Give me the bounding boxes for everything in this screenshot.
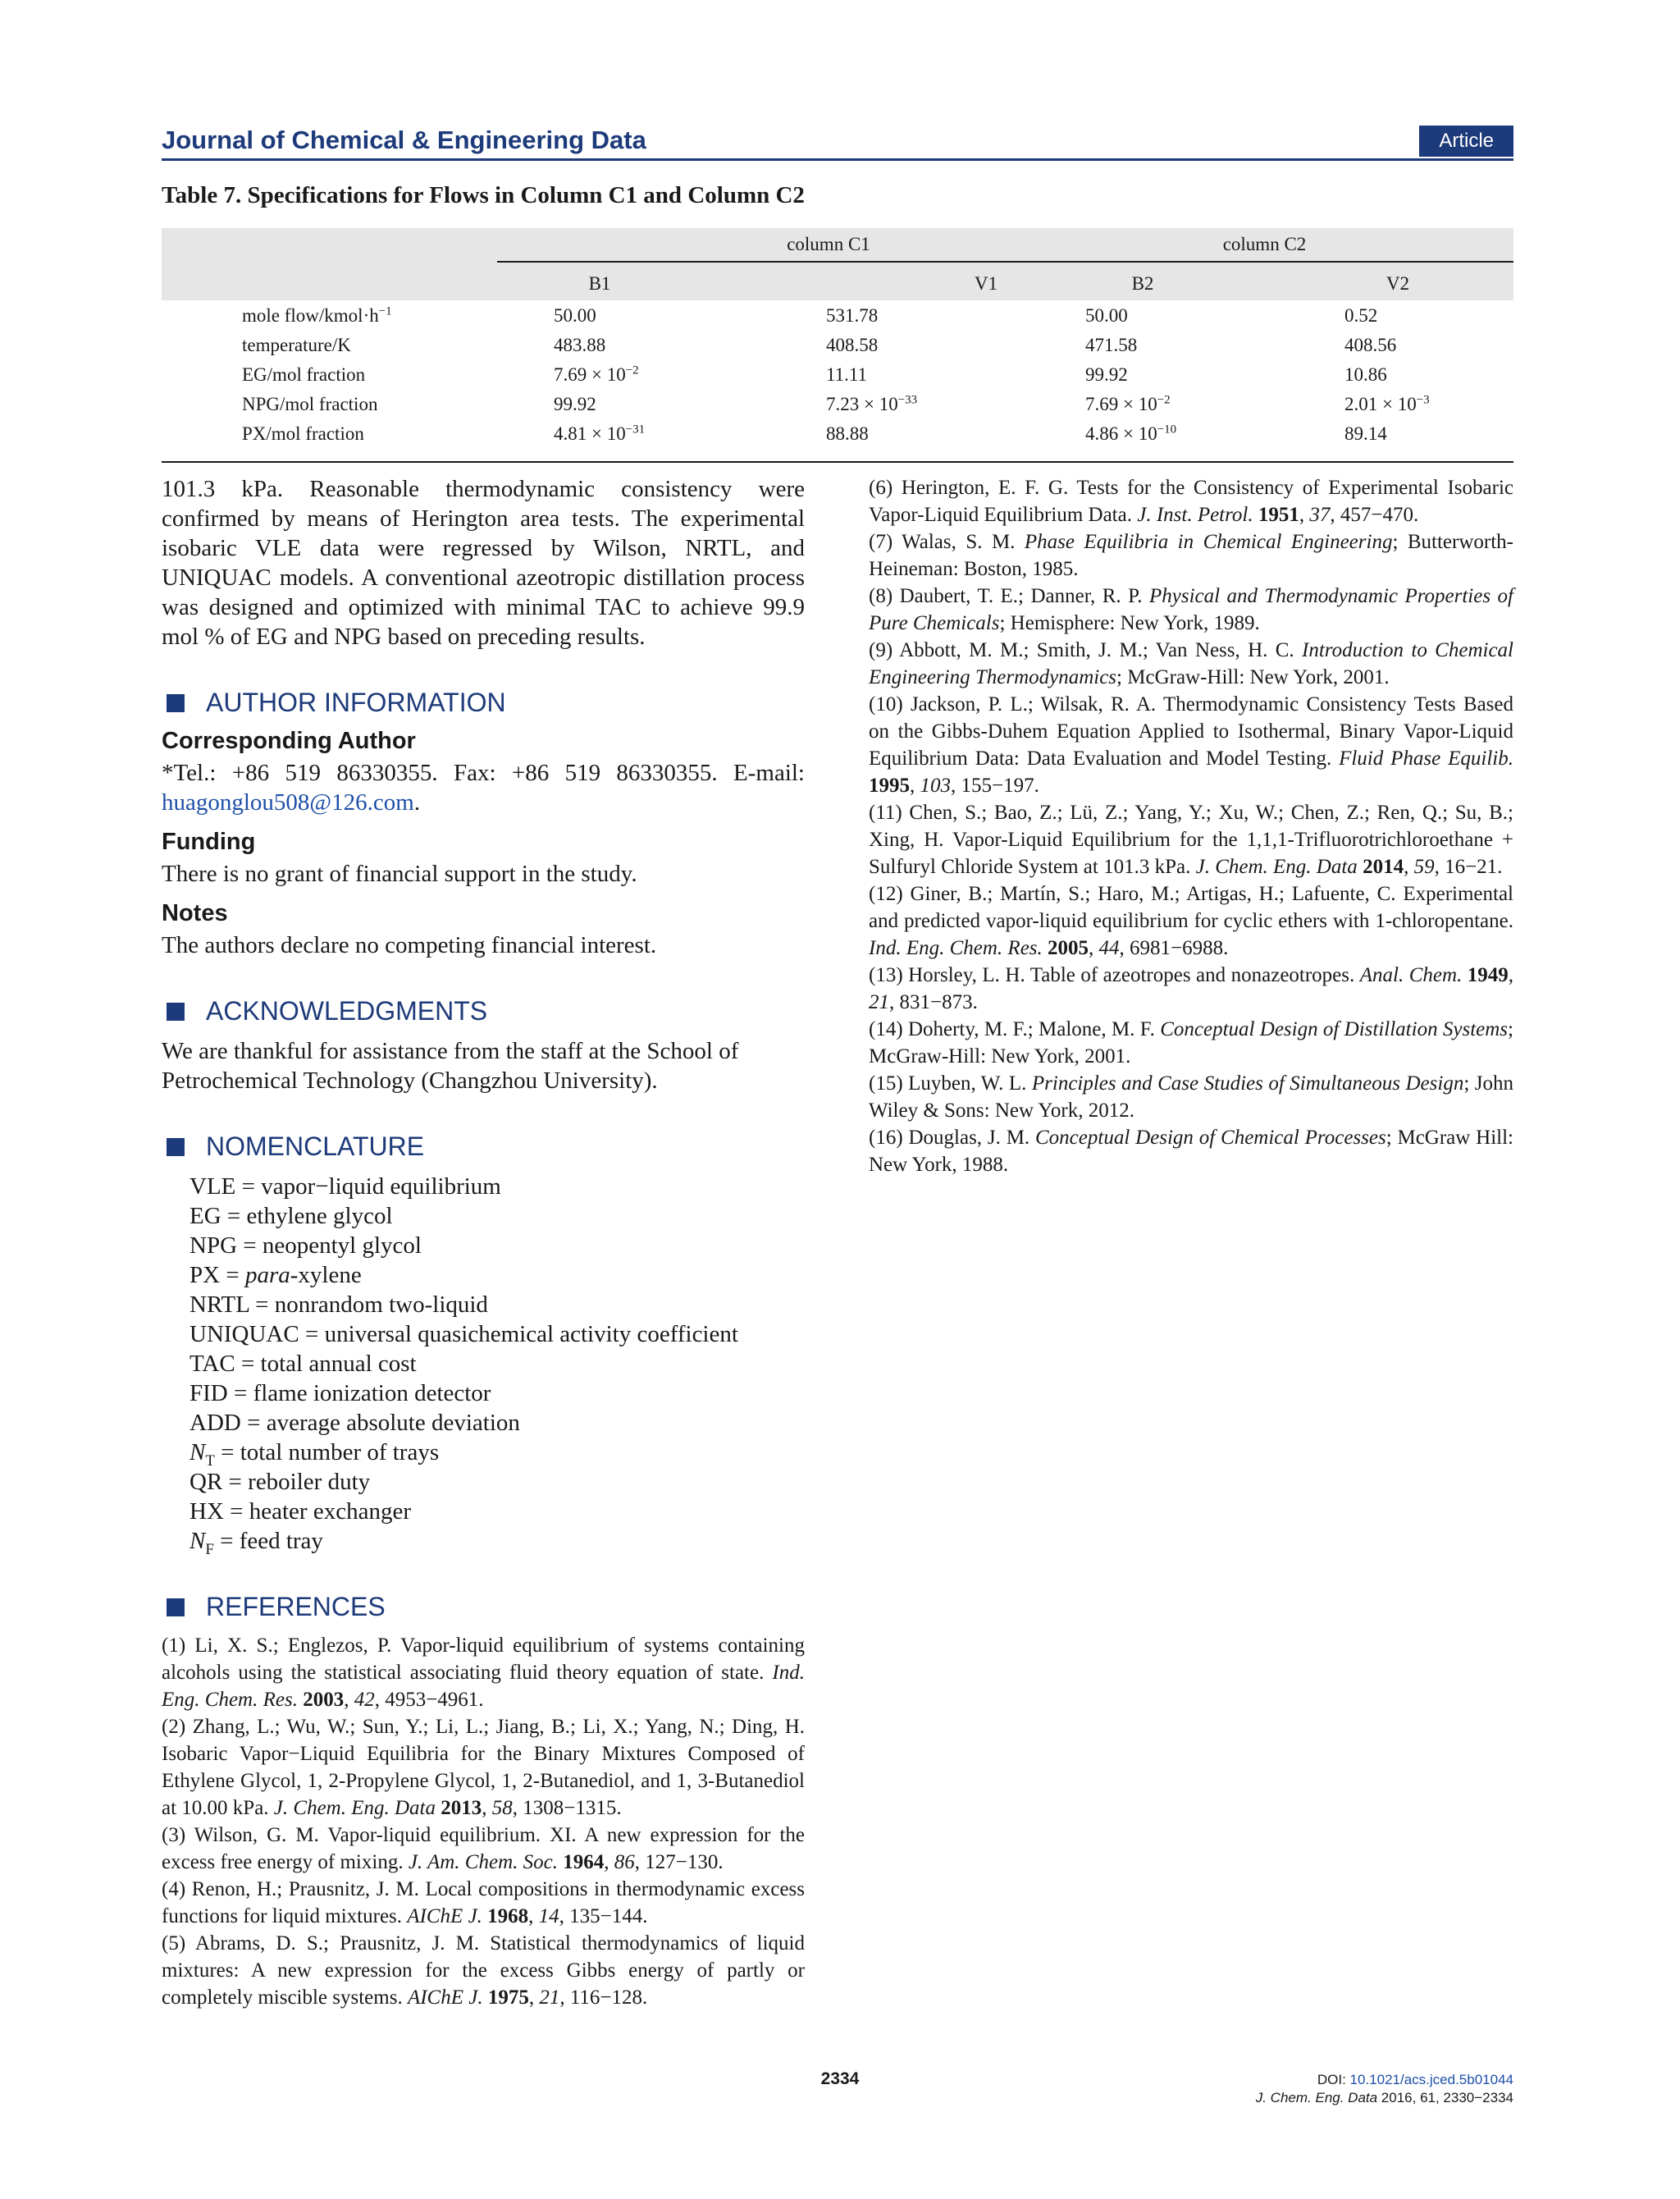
acknowledgments-heading-text: ACKNOWLEDGMENTS bbox=[206, 996, 488, 1026]
cell-text: 471.58 bbox=[1085, 335, 1138, 355]
reference-text: (9) Abbott, M. M.; Smith, J. M.; Van Ness, H. C. bbox=[869, 639, 1302, 661]
reference-text: (1) Li, X. S.; Englezos, P. Vapor-liquid equilibrium of systems containing alcohols using the statistical associating fluid theory equation of state. bbox=[162, 1634, 805, 1684]
reference-journal: Fluid Phase Equilib. bbox=[1339, 747, 1513, 770]
col-header-b1: B1 bbox=[588, 273, 611, 294]
reference-pages: , 16−21. bbox=[1434, 856, 1503, 878]
left-column bbox=[162, 474, 805, 2011]
table-cell bbox=[554, 364, 639, 386]
funding-text: There is no grant of financial support in the study. bbox=[162, 861, 637, 887]
cell-text: 88.88 bbox=[826, 423, 869, 444]
table-cell bbox=[1085, 305, 1128, 327]
reference-text: (4) Renon, H.; Prausnitz, J. M. Local compositions in thermodynamic excess functions for liquid mixtures. bbox=[162, 1878, 805, 1927]
reference-text: (2) Zhang, L.; Wu, W.; Sun, Y.; Li, L.; Jiang, B.; Li, X.; Yang, N.; Ding, H. Isobaric Vapor−Liquid Equilibria for the Binary Mixtures Composed of Ethylene Glycol, 1, 2-Propylene Glycol, 1, 2-Butanediol, and 1, 3-Butanediol at 10.00 kPa. bbox=[162, 1716, 805, 1819]
nom-symbol: ADD bbox=[189, 1410, 241, 1436]
section-square-icon bbox=[167, 694, 185, 712]
cell-exponent: −31 bbox=[625, 423, 646, 437]
email-link[interactable]: huagonglou508@126.com bbox=[162, 789, 414, 816]
reference-item bbox=[869, 1124, 1513, 1178]
reference-text: (16) Douglas, J. M. bbox=[869, 1127, 1035, 1149]
reference-item bbox=[869, 583, 1513, 637]
reference-item bbox=[869, 528, 1513, 583]
reference-text: (6) Herington, E. F. G. Tests for the Consistency of Experimental Isobaric Vapor-Liquid Equilibrium Data. bbox=[869, 477, 1513, 526]
column-group-c2: column C2 bbox=[1016, 228, 1513, 263]
nom-definition: ethylene glycol bbox=[246, 1203, 393, 1229]
cell-text: EG/mol fraction bbox=[242, 364, 366, 385]
reference-pages: , 6981−6988. bbox=[1119, 937, 1229, 959]
reference-journal: AIChE J. bbox=[407, 1986, 483, 2009]
reference-volume: 44 bbox=[1098, 937, 1120, 959]
cell-text: 4.86 × 10 bbox=[1085, 423, 1157, 444]
table-header bbox=[162, 228, 1513, 300]
author-info-heading-text: AUTHOR INFORMATION bbox=[206, 688, 506, 717]
cell-text: 99.92 bbox=[554, 394, 596, 414]
reference-journal: J. Inst. Petrol. bbox=[1137, 504, 1253, 526]
table-cell bbox=[554, 423, 645, 445]
contact-text: *Tel.: +86 519 86330355. Fax: +86 519 86330355. E-mail: bbox=[162, 760, 805, 786]
table-cell bbox=[554, 394, 596, 415]
nom-definition: total annual cost bbox=[260, 1351, 417, 1377]
nom-definition: vapor−liquid equilibrium bbox=[261, 1173, 501, 1200]
nomenclature-heading bbox=[162, 1132, 805, 1162]
cell-text: 99.92 bbox=[1085, 364, 1128, 385]
reference-volume: 14 bbox=[538, 1905, 559, 1927]
cell-text: 7.69 × 10 bbox=[554, 364, 626, 385]
reference-text: (8) Daubert, T. E.; Danner, R. P. bbox=[869, 585, 1149, 607]
reference-year: 1949 bbox=[1467, 964, 1509, 986]
reference-pages: , 1308−1315. bbox=[512, 1797, 622, 1819]
reference-item: (5) Abrams, D. S.; Prausnitz, J. M. Statistical thermodynamics of liquid mixtures: A new expression for the excess Gibbs energy of partly or completely miscible systems. AIChE J. 1975, 21, 116−128. bbox=[162, 1932, 805, 2009]
table-cell bbox=[1344, 364, 1387, 386]
nomenclature-item: UNIQUAC = universal quasichemical activity coefficient bbox=[189, 1321, 738, 1347]
funding-heading: Funding bbox=[162, 829, 256, 855]
nom-definition: nonrandom two-liquid bbox=[274, 1292, 488, 1318]
table-body bbox=[162, 300, 1513, 463]
reference-year: 1975 bbox=[487, 1986, 529, 2009]
cell-text: 4.81 × 10 bbox=[554, 423, 626, 444]
nomenclature-item: EG = ethylene glycol bbox=[189, 1203, 393, 1229]
cell-text: 11.11 bbox=[826, 364, 868, 385]
cell-text: 408.56 bbox=[1344, 335, 1397, 355]
reference-year: 2013 bbox=[441, 1797, 482, 1819]
reference-volume: 58 bbox=[491, 1797, 513, 1819]
citation-line bbox=[1256, 2089, 1513, 2107]
table-cell bbox=[826, 364, 867, 386]
section-square-icon bbox=[167, 1138, 185, 1156]
reference-volume: 21 bbox=[869, 991, 889, 1013]
cell-text: PX/mol fraction bbox=[242, 423, 364, 444]
right-column bbox=[869, 474, 1513, 1178]
table-cell bbox=[826, 335, 878, 356]
notes-text: The authors declare no competing financial interest. bbox=[162, 932, 657, 958]
cell-text: 483.88 bbox=[554, 335, 606, 355]
reference-year: 1968 bbox=[487, 1905, 529, 1927]
section-square-icon bbox=[167, 1598, 185, 1616]
reference-book-title: Phase Equilibria in Chemical Engineering bbox=[1024, 531, 1393, 553]
reference-text: (12) Giner, B.; Martín, S.; Haro, M.; Artigas, H.; Lafuente, C. Experimental and predicted vapor-liquid equilibrium for cyclic ethers with 1-chloropentane. bbox=[869, 883, 1513, 932]
cell-text: 10.86 bbox=[1344, 364, 1387, 385]
reference-pages: , 135−144. bbox=[559, 1905, 648, 1927]
table-cell bbox=[826, 394, 917, 415]
nom-definition: total number of trays bbox=[240, 1439, 440, 1465]
table-caption: Table 7. Specifications for Flows in Column C1 and Column C2 bbox=[162, 182, 805, 208]
nomenclature-item: ADD = average absolute deviation bbox=[189, 1410, 520, 1436]
doi-label: DOI: bbox=[1317, 2072, 1350, 2087]
reference-volume: 59 bbox=[1413, 856, 1435, 878]
reference-book-title: Introduction to Chemical Engineering Thermodynamics bbox=[869, 639, 1513, 688]
cell-text: 2.01 × 10 bbox=[1344, 394, 1417, 414]
table-cell bbox=[826, 423, 869, 445]
nomenclature-item: NRTL = nonrandom two-liquid bbox=[189, 1292, 488, 1318]
row-label bbox=[242, 305, 392, 327]
cell-text: 50.00 bbox=[1085, 305, 1128, 326]
reference-pages: ; McGraw-Hill: New York, 2001. bbox=[1116, 666, 1390, 688]
reference-text: (7) Walas, S. M. bbox=[869, 531, 1025, 553]
journal-header bbox=[162, 126, 1513, 161]
nom-symbol: N bbox=[189, 1439, 206, 1465]
author-info-heading bbox=[162, 688, 805, 718]
nomenclature-item: QR = reboiler duty bbox=[189, 1469, 371, 1495]
nom-definition: flame ionization detector bbox=[253, 1380, 491, 1406]
table-cell bbox=[1344, 394, 1430, 415]
table-row bbox=[162, 359, 1513, 389]
nom-definition: feed tray bbox=[239, 1528, 323, 1554]
cell-text: 7.23 × 10 bbox=[826, 394, 898, 414]
reference-item: (1) Li, X. S.; Englezos, P. Vapor-liquid equilibrium of systems containing alcohols using the statistical associating fluid theory equation of state. Ind. Eng. Chem. Res. 2003, 42, 4953−4961. bbox=[162, 1634, 805, 1711]
nom-symbol: QR bbox=[189, 1469, 223, 1495]
nom-definition: reboiler duty bbox=[248, 1469, 371, 1495]
reference-year: 2003 bbox=[303, 1689, 345, 1711]
nom-def-italic: para bbox=[244, 1262, 290, 1288]
footer-citation bbox=[1256, 2071, 1513, 2107]
reference-book-title: Principles and Case Studies of Simultaneous Design bbox=[1031, 1072, 1464, 1095]
reference-item: (2) Zhang, L.; Wu, W.; Sun, Y.; Li, L.; Jiang, B.; Li, X.; Yang, N.; Ding, H. Isobaric Vapor−Liquid Equilibria for the Binary Mixtures Composed of Ethylene Glycol, 1, 2-Propylene Glycol, 1, 2-Butanediol, and 1, 3-Butanediol at 10.00 kPa. J. Chem. Eng. Data 2013, 58, 1308−1315. bbox=[162, 1716, 805, 1819]
row-label bbox=[242, 364, 365, 386]
reference-pages: ; McGraw-Hill: New York, 2001. bbox=[869, 1018, 1513, 1067]
cell-text: 7.69 × 10 bbox=[1085, 394, 1157, 414]
reference-pages: , 116−128. bbox=[559, 1986, 648, 2009]
reference-pages: , 155−197. bbox=[951, 775, 1039, 797]
reference-volume: 21 bbox=[539, 1986, 560, 2009]
cell-exponent: −2 bbox=[625, 363, 639, 377]
nomenclature-heading-text: NOMENCLATURE bbox=[206, 1132, 425, 1161]
reference-pages: , 457−470. bbox=[1330, 504, 1419, 526]
cell-text: 50.00 bbox=[554, 305, 596, 326]
notes-heading: Notes bbox=[162, 900, 228, 926]
table-cell bbox=[1085, 364, 1128, 386]
reference-pages: ; Butterworth-Heineman: Boston, 1985. bbox=[869, 531, 1513, 580]
reference-year: 2005 bbox=[1048, 937, 1089, 959]
doi-line bbox=[1256, 2071, 1513, 2089]
cell-text: 531.78 bbox=[826, 305, 879, 326]
reference-pages: ; McGraw Hill: New York, 1988. bbox=[869, 1127, 1513, 1176]
corresponding-author-heading: Corresponding Author bbox=[162, 728, 416, 754]
nomenclature-item: HX = heater exchanger bbox=[189, 1498, 411, 1525]
reference-item: (10) Jackson, P. L.; Wilsak, R. A. Thermodynamic Consistency Tests Based on the Gibbs-Duhem Equation Applied to Isothermal, Binary Vapor-Liquid Equilibrium Data: Data Evaluation and Model Testing. Fluid Phase Equilib. 1995, 103, 155−197. bbox=[869, 693, 1513, 797]
nomenclature-item: VLE = vapor−liquid equilibrium bbox=[189, 1173, 501, 1200]
cell-text: temperature/K bbox=[242, 335, 351, 355]
acknowledgments-heading bbox=[162, 996, 805, 1026]
reference-year: 1964 bbox=[563, 1851, 605, 1873]
nom-definition: universal quasichemical activity coefficient bbox=[324, 1321, 738, 1347]
nom-definition: -xylene bbox=[290, 1262, 362, 1288]
nom-symbol: N bbox=[189, 1528, 206, 1554]
nomenclature-item: TAC = total annual cost bbox=[189, 1351, 417, 1377]
reference-item: (6) Herington, E. F. G. Tests for the Consistency of Experimental Isobaric Vapor-Liquid Equilibrium Data. J. Inst. Petrol. 1951, 37, 457−470. bbox=[869, 477, 1513, 526]
nom-symbol: NRTL bbox=[189, 1292, 249, 1318]
reference-pages: ; John Wiley & Sons: New York, 2012. bbox=[869, 1072, 1513, 1122]
reference-item: (4) Renon, H.; Prausnitz, J. M. Local compositions in thermodynamic excess functions for liquid mixtures. AIChE J. 1968, 14, 135−144. bbox=[162, 1878, 805, 1927]
references-list-left bbox=[162, 1632, 805, 2011]
references-heading-text: REFERENCES bbox=[206, 1592, 386, 1621]
reference-item: (3) Wilson, G. M. Vapor-liquid equilibrium. XI. A new expression for the excess free energy of mixing. J. Am. Chem. Soc. 1964, 86, 127−130. bbox=[162, 1824, 805, 1873]
nomenclature-item: NPG = neopentyl glycol bbox=[189, 1232, 422, 1259]
reference-text: (11) Chen, S.; Bao, Z.; Lü, Z.; Yang, Y.; Xu, W.; Chen, Z.; Ren, Q.; Su, B.; Xing, H. Vapor-Liquid Equilibrium for the 1,1,1-Trifluorotrichloroethane + Sulfuryl Chloride System at 101.3 kPa. bbox=[869, 802, 1513, 878]
citation-details: 2016, 61, 2330−2334 bbox=[1377, 2090, 1513, 2105]
column-group-c1: column C1 bbox=[497, 228, 1160, 263]
reference-item bbox=[869, 1070, 1513, 1124]
table-cell bbox=[1085, 335, 1137, 356]
specifications-table bbox=[162, 228, 1513, 463]
table-row bbox=[162, 389, 1513, 418]
cell-text: 0.52 bbox=[1344, 305, 1378, 326]
reference-journal: AIChE J. bbox=[407, 1905, 482, 1927]
cell-exponent: −3 bbox=[1416, 393, 1430, 407]
col-header-v2: V2 bbox=[1386, 273, 1410, 294]
reference-journal: J. Am. Chem. Soc. bbox=[408, 1851, 558, 1873]
table-cell bbox=[1344, 335, 1396, 356]
reference-text: (10) Jackson, P. L.; Wilsak, R. A. Thermodynamic Consistency Tests Based on the Gibbs-Duhem Equation Applied to Isothermal, Binary Vapor-Liquid Equilibrium Data: Data Evaluation and Model Testing. bbox=[869, 693, 1513, 770]
table-cell bbox=[554, 305, 596, 327]
reference-book-title: Physical and Thermodynamic Properties of Pure Chemicals bbox=[869, 585, 1513, 634]
nom-symbol: VLE bbox=[189, 1173, 236, 1200]
row-label bbox=[242, 423, 364, 445]
reference-journal: Ind. Eng. Chem. Res. bbox=[162, 1662, 805, 1711]
table-row bbox=[162, 330, 1513, 359]
reference-text: (13) Horsley, L. H. Table of azeotropes and nonazeotropes. bbox=[869, 964, 1360, 986]
reference-volume: 86 bbox=[614, 1851, 635, 1873]
reference-pages: , 4953−4961. bbox=[374, 1689, 484, 1711]
nom-symbol: EG bbox=[189, 1203, 221, 1229]
section-square-icon bbox=[167, 1003, 185, 1021]
col-header-b2: B2 bbox=[1131, 273, 1154, 294]
cell-text: 89.14 bbox=[1344, 423, 1387, 444]
reference-text: (3) Wilson, G. M. Vapor-liquid equilibrium. XI. A new expression for the excess free energy of mixing. bbox=[162, 1824, 805, 1873]
references-heading bbox=[162, 1592, 805, 1622]
nom-symbol: UNIQUAC bbox=[189, 1321, 299, 1347]
cell-exponent: −1 bbox=[378, 304, 392, 318]
nomenclature-list bbox=[162, 1172, 805, 1556]
reference-text: (5) Abrams, D. S.; Prausnitz, J. M. Statistical thermodynamics of liquid mixtures: A new expression for the excess Gibbs energy of partly or completely miscible systems. bbox=[162, 1932, 805, 2009]
row-label bbox=[242, 394, 377, 415]
references-list-right bbox=[869, 474, 1513, 1178]
cell-exponent: −2 bbox=[1157, 393, 1171, 407]
reference-item bbox=[869, 1016, 1513, 1070]
article-badge: Article bbox=[1419, 126, 1513, 157]
reference-item: (12) Giner, B.; Martín, S.; Haro, M.; Artigas, H.; Lafuente, C. Experimental and predicted vapor-liquid equilibrium for cyclic ethers with 1-chloropentane. Ind. Eng. Chem. Res. 2005, 44, 6981−6988. bbox=[869, 883, 1513, 959]
nom-symbol-subscript: T bbox=[205, 1452, 215, 1470]
reference-item bbox=[869, 637, 1513, 691]
reference-book-title: Conceptual Design of Chemical Processes bbox=[1035, 1127, 1386, 1149]
nom-symbol: FID bbox=[189, 1380, 228, 1406]
cell-exponent: −10 bbox=[1157, 423, 1177, 437]
nom-symbol: HX bbox=[189, 1498, 224, 1525]
nomenclature-item: $N_T$ = total number of trays bbox=[189, 1439, 440, 1470]
nom-symbol-subscript: F bbox=[205, 1540, 214, 1558]
reference-pages: ; Hemisphere: New York, 1989. bbox=[999, 612, 1260, 634]
reference-text: (15) Luyben, W. L. bbox=[869, 1072, 1032, 1095]
doi-link[interactable]: 10.1021/acs.jced.5b01044 bbox=[1349, 2072, 1513, 2087]
nomenclature-item: PX = para-xylene bbox=[189, 1262, 362, 1288]
reference-year: 2014 bbox=[1363, 856, 1404, 878]
acknowledgments-text: We are thankful for assistance from the staff at the School of Petrochemical Technology (Changzhou University). bbox=[162, 1038, 739, 1094]
nom-symbol: PX bbox=[189, 1262, 221, 1288]
cell-text: NPG/mol fraction bbox=[242, 394, 378, 414]
intro-paragraph: 101.3 kPa. Reasonable thermodynamic consistency were confirmed by means of Herington area tests. The experimental isobaric VLE data were regressed by Wilson, NRTL, and UNIQUAC models. A conventional azeotropic distillation process was designed and optimized with minimal TAC to achieve 99.9 mol % of EG and NPG based on preceding results. bbox=[162, 476, 805, 650]
reference-journal: J. Chem. Eng. Data bbox=[1195, 856, 1358, 878]
nom-definition: heater exchanger bbox=[249, 1498, 411, 1525]
table-cell bbox=[826, 305, 878, 327]
reference-journal: J. Chem. Eng. Data bbox=[273, 1797, 436, 1819]
table-cell bbox=[554, 335, 605, 356]
table-cell bbox=[1344, 305, 1377, 327]
nom-definition: average absolute deviation bbox=[266, 1410, 520, 1436]
col-header-v1: V1 bbox=[974, 273, 998, 294]
row-label bbox=[242, 335, 351, 356]
corresponding-author-text: *Tel.: +86 519 86330355. Fax: +86 519 86330355. E-mail: huagonglou508@126.com. bbox=[162, 760, 805, 816]
reference-item: (11) Chen, S.; Bao, Z.; Lü, Z.; Yang, Y.; Xu, W.; Chen, Z.; Ren, Q.; Su, B.; Xing, H. Vapor-Liquid Equilibrium for the 1,1,1-Trifluorotrichloroethane + Sulfuryl Chloride System at 101.3 kPa. J. Chem. Eng. Data 2014, 59, 16−21. bbox=[869, 802, 1513, 878]
reference-year: 1951 bbox=[1258, 504, 1299, 526]
nomenclature-item: $N_F$ = feed tray bbox=[189, 1528, 323, 1558]
reference-book-title: Conceptual Design of Distillation Systems bbox=[1160, 1018, 1509, 1040]
reference-journal: Anal. Chem. bbox=[1359, 964, 1463, 986]
nom-symbol: NPG bbox=[189, 1232, 238, 1259]
reference-volume: 103 bbox=[920, 775, 951, 797]
page-number: 2334 bbox=[820, 2069, 860, 2088]
nom-symbol: TAC bbox=[189, 1351, 235, 1377]
table-row bbox=[162, 418, 1513, 448]
nomenclature-item: FID = flame ionization detector bbox=[189, 1380, 491, 1406]
reference-volume: 42 bbox=[354, 1689, 375, 1711]
reference-item: (13) Horsley, L. H. Table of azeotropes and nonazeotropes. Anal. Chem. 1949, 21, 831−873. bbox=[869, 964, 1514, 1013]
table-cell bbox=[1085, 423, 1176, 445]
cell-text: mole flow/kmol·h bbox=[242, 305, 379, 326]
reference-year: 1995 bbox=[869, 775, 910, 797]
nom-definition: neopentyl glycol bbox=[262, 1232, 422, 1259]
reference-pages: , 831−873. bbox=[889, 991, 978, 1013]
table-cell bbox=[1085, 394, 1171, 415]
citation-journal: J. Chem. Eng. Data bbox=[1255, 2090, 1378, 2105]
table-row bbox=[162, 300, 1513, 330]
table-cell bbox=[1344, 423, 1387, 445]
cell-text: 408.58 bbox=[826, 335, 879, 355]
reference-volume: 37 bbox=[1309, 504, 1331, 526]
cell-exponent: −33 bbox=[897, 393, 918, 407]
reference-text: (14) Doherty, M. F.; Malone, M. F. bbox=[869, 1018, 1161, 1040]
journal-title[interactable]: Journal of Chemical & Engineering Data bbox=[162, 126, 646, 154]
reference-journal: Ind. Eng. Chem. Res. bbox=[869, 937, 1043, 959]
reference-pages: , 127−130. bbox=[634, 1851, 724, 1873]
